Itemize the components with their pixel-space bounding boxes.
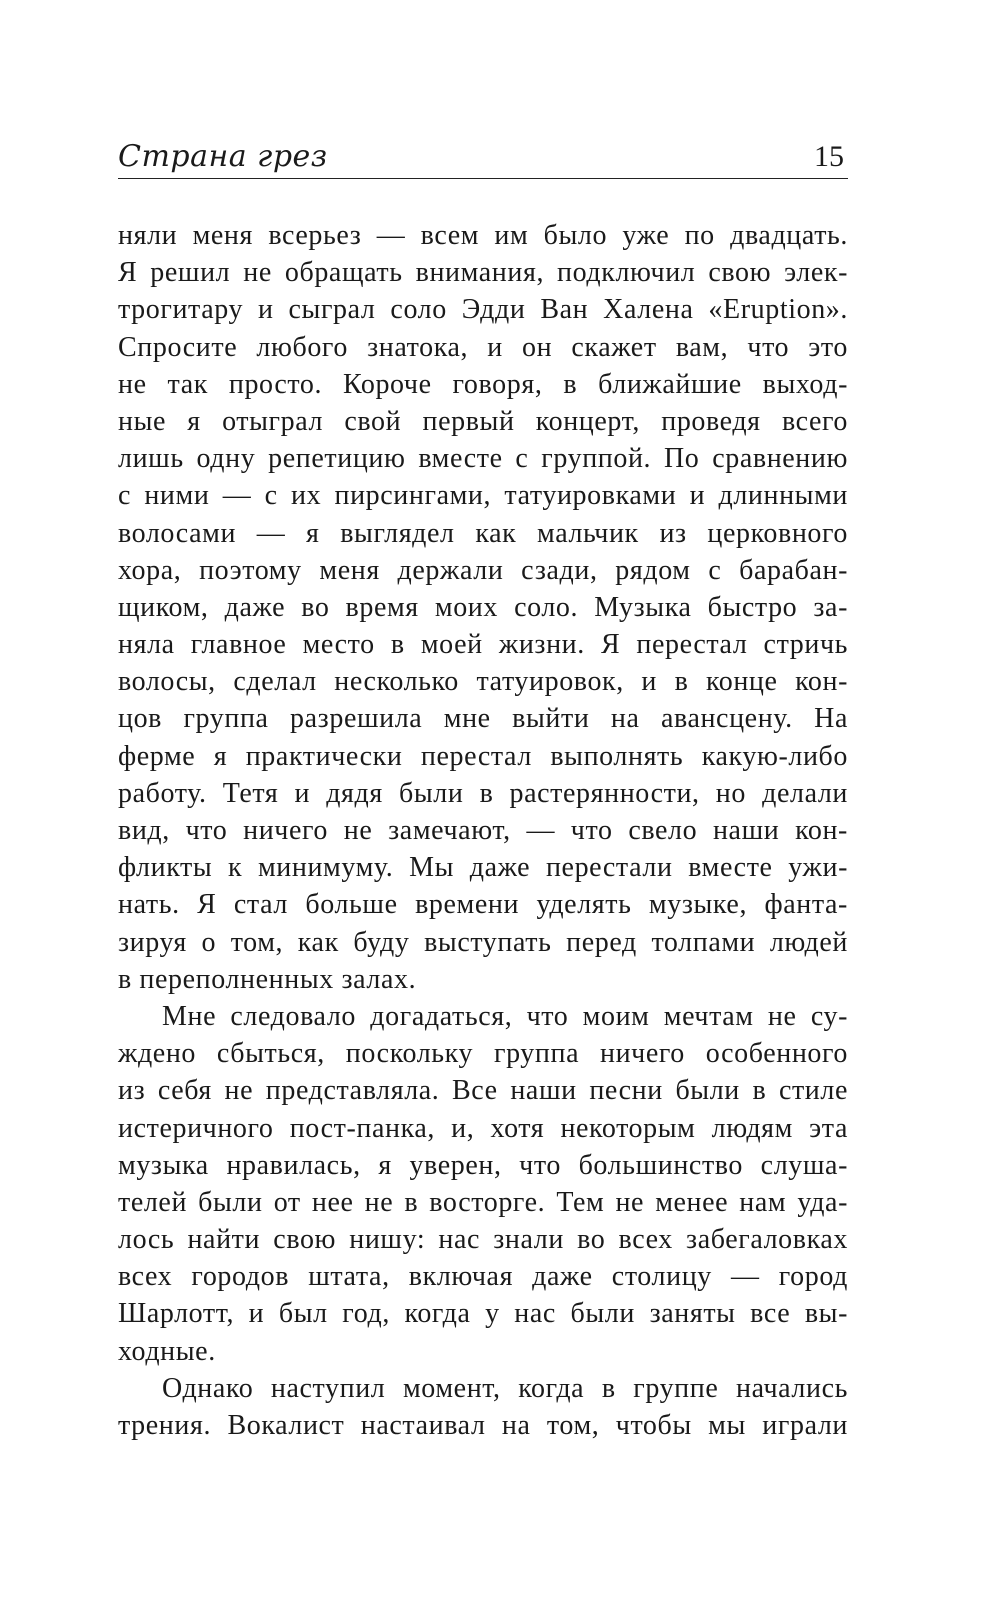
text-line: вид, что ничего не замечают, — что свело наши кон-: [118, 815, 848, 846]
text-line: волосы, сделал несколько татуировок, и в конце кон-: [118, 666, 848, 698]
text-line: с ними — с их пирсингами, татуировками и длинными: [118, 480, 848, 512]
text-line: музыка нравилась, я уверен, что большинство слуша-: [118, 1149, 848, 1181]
text-line: волосами — я выглядел как мальчик из церковного: [118, 517, 848, 549]
text-line: ные я отыграл свой первый концерт, проведя всего: [118, 405, 848, 437]
text-line: в переполненных залах.: [118, 963, 417, 995]
text-line: работу. Тетя и дядя были в растерянности, но делали: [118, 777, 848, 809]
text-line: Я решил не обращать внимания, подключил свою элек-: [118, 257, 848, 289]
text-line: всех городов штата, включая даже столицу — город: [118, 1261, 848, 1293]
running-head: [118, 128, 848, 179]
text-line: нать. Я стал больше времени уделять музыке, фанта-: [118, 889, 848, 921]
text-line: фликты к минимуму. Мы даже перестали вместе ужи-: [118, 852, 848, 884]
paragraph: [118, 1370, 848, 1444]
text-line: истеричного пост-панка, и, хотя некоторым людям эта: [118, 1112, 848, 1144]
text-line: Спросите любого знатока, и он скажет вам, что это: [118, 331, 848, 363]
text-line: ферме я практически перестал выполнять какую-либо: [118, 740, 848, 772]
text-line: трогитару и сыграл соло Эдди Ван Халена «Eruption».: [118, 294, 848, 326]
text-line: щиком, даже во время моих соло. Музыка быстро за-: [118, 591, 848, 623]
text-line: Шарлотт, и был год, когда у нас были заняты все вы-: [118, 1298, 848, 1330]
paragraph: [118, 998, 848, 1370]
page-number: 15: [814, 140, 844, 173]
text-line: трения. Вокалист настаивал на том, чтобы мы играли: [118, 1410, 848, 1441]
text-line: хора, поэтому меня держали сзади, рядом с барабан-: [118, 554, 848, 586]
text-line: зируя о том, как буду выступать перед толпами людей: [118, 926, 848, 958]
text-line: лось найти свою нишу: нас знали во всех забегаловках: [118, 1224, 848, 1256]
text-line: няла главное место в моей жизни. Я перестал стричь: [118, 629, 848, 661]
body-text: [118, 217, 848, 1444]
paragraph: [118, 217, 848, 998]
text-line: телей были от нее не в восторге. Тем не менее нам уда-: [118, 1186, 848, 1218]
text-line: из себя не представляла. Все наши песни были в стиле: [118, 1075, 848, 1107]
text-line: няли меня всерьез — всем им было уже по двадцать.: [118, 220, 848, 251]
text-line: не так просто. Короче говоря, в ближайшие выход-: [118, 368, 848, 400]
text-line: цов группа разрешила мне выйти на авансцену. На: [118, 703, 848, 735]
text-line: ждено сбыться, поскольку группа ничего особенного: [118, 1038, 848, 1070]
book-page: [118, 128, 848, 1444]
text-line: Мне следовало догадаться, что моим мечтам не су-: [162, 1000, 848, 1032]
text-line: ходные.: [118, 1335, 216, 1367]
text-line: Однако наступил момент, когда в группе начались: [162, 1372, 848, 1404]
text-line: лишь одну репетицию вместе с группой. По сравнению: [118, 443, 848, 475]
running-title: Страна грез: [118, 139, 328, 174]
